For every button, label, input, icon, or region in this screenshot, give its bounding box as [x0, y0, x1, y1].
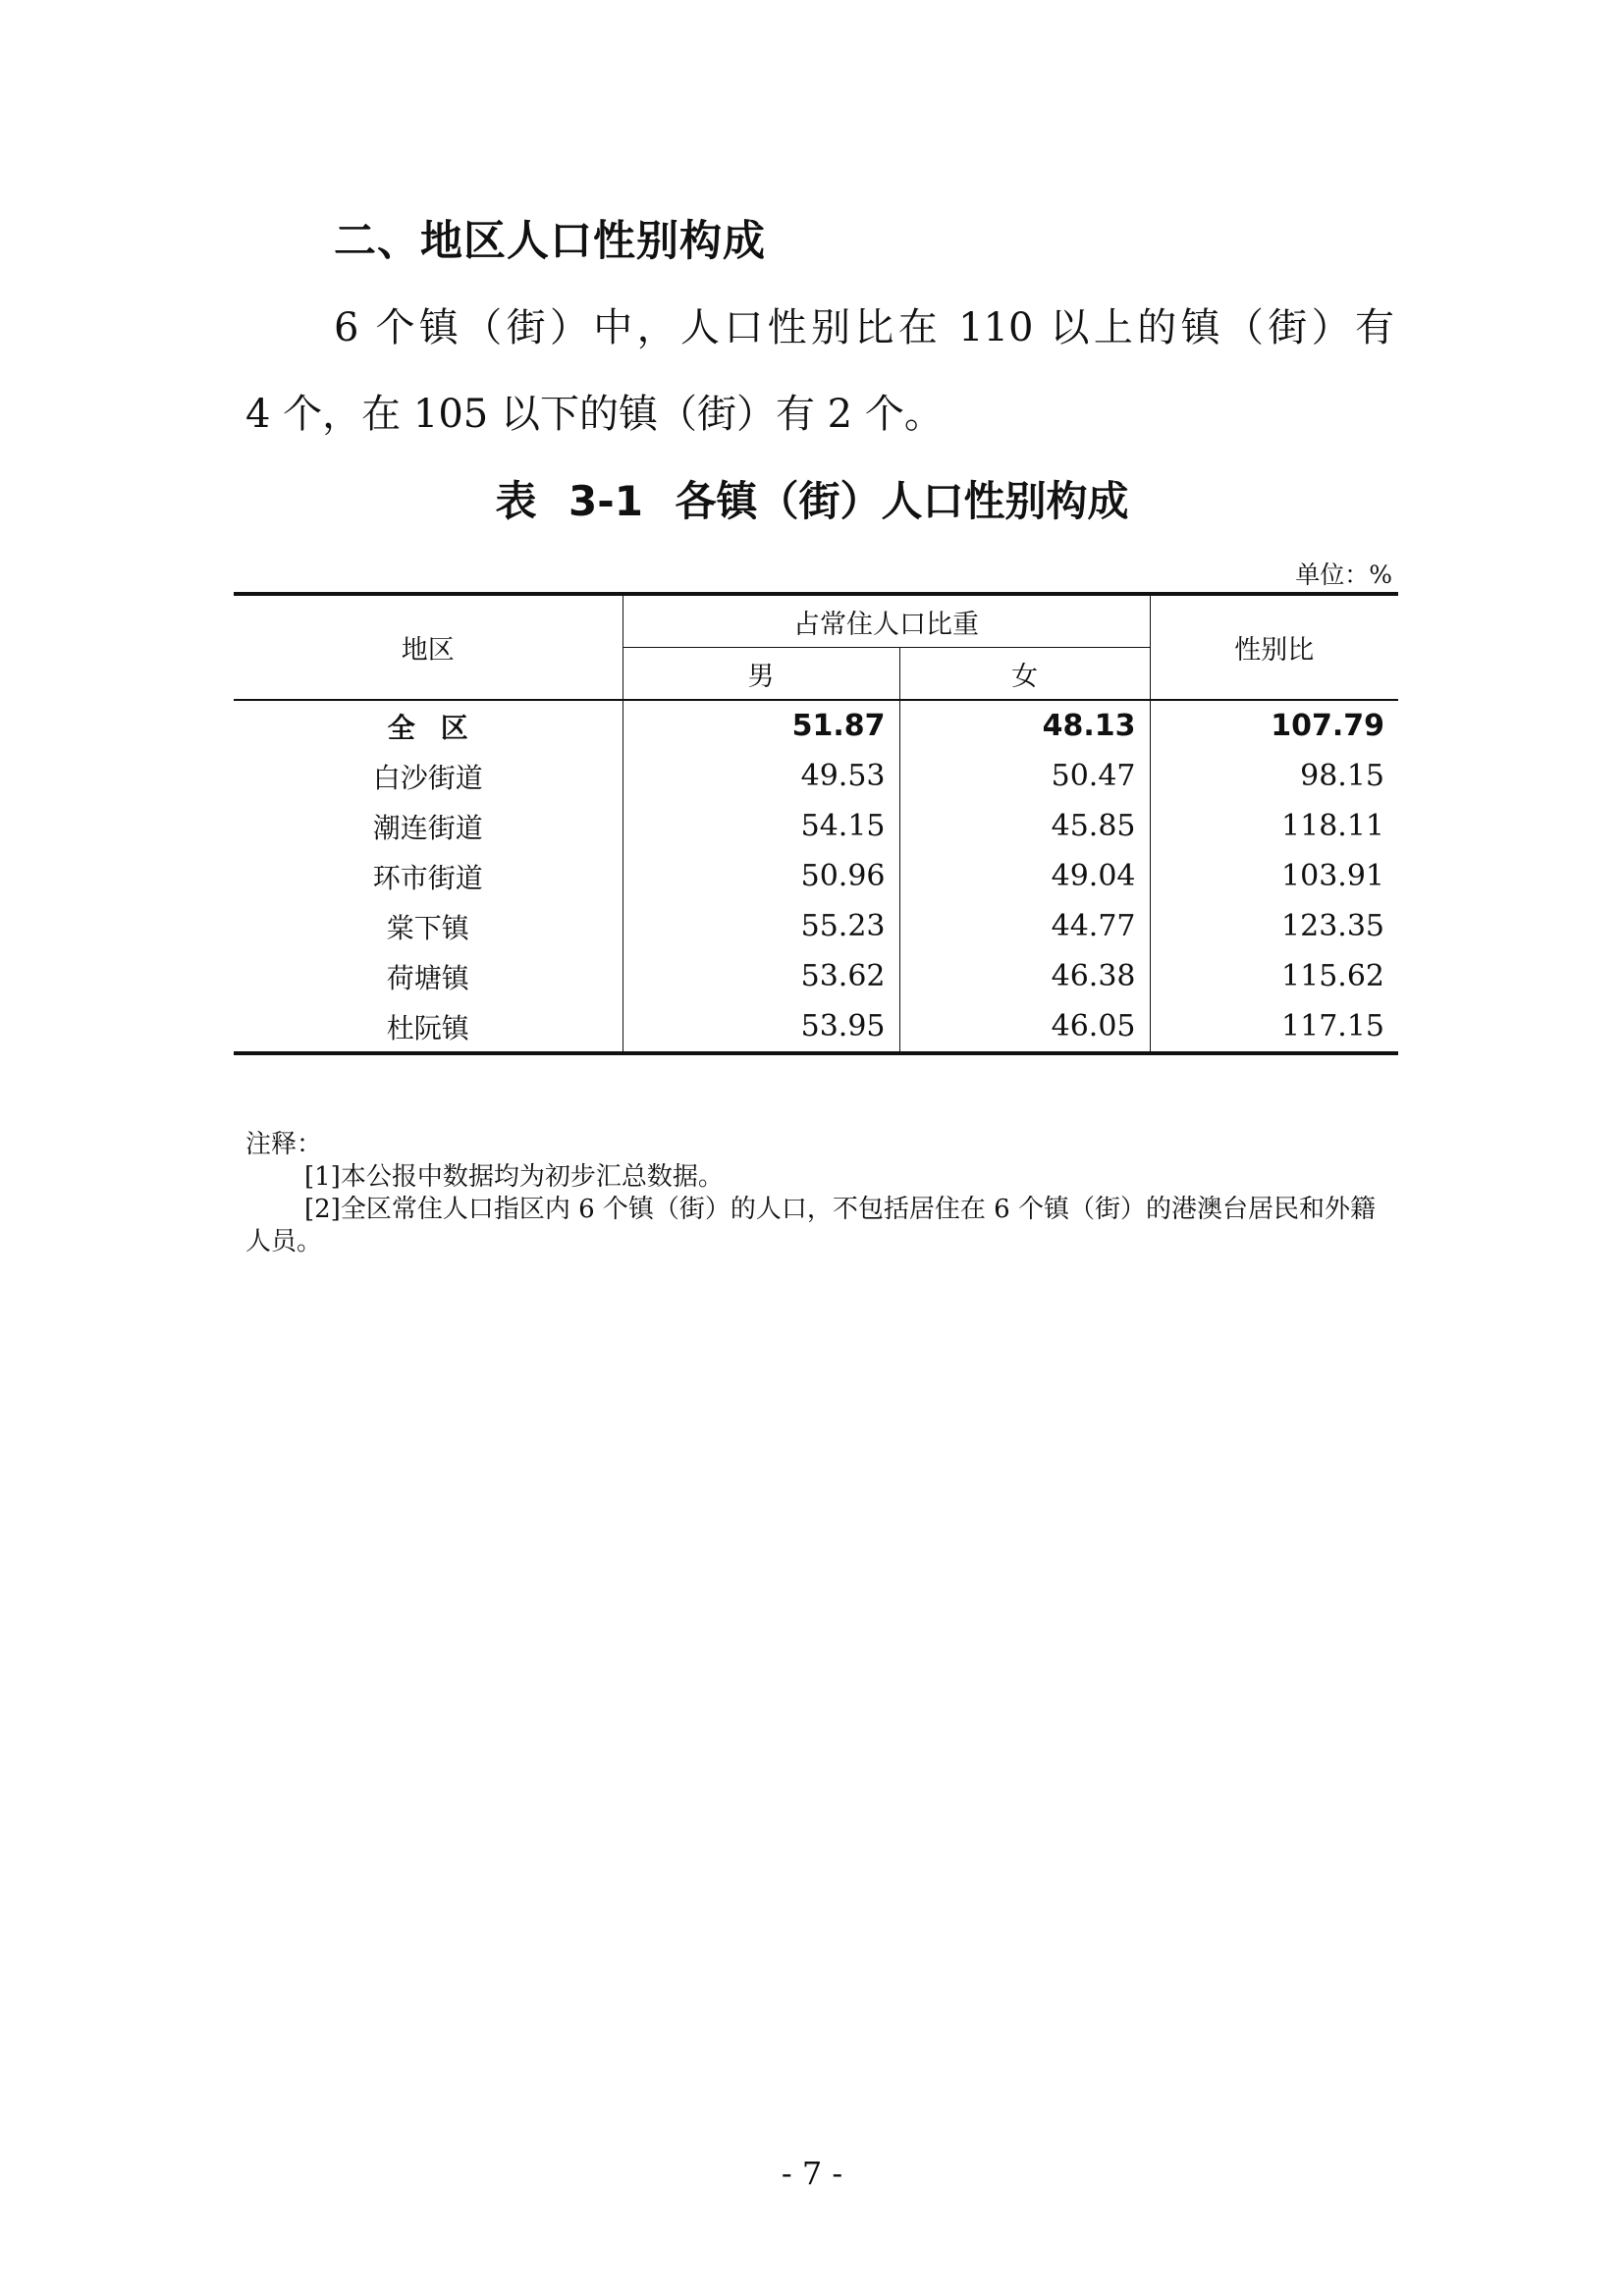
male-share-cell: 50.96 — [623, 851, 899, 901]
page-number: - 7 - — [781, 2155, 843, 2192]
female-share-cell: 50.47 — [899, 751, 1150, 801]
header-male: 男 — [623, 648, 899, 701]
female-share-cell: 45.85 — [899, 801, 1150, 851]
male-share-cell: 53.95 — [623, 1001, 899, 1053]
table-caption: 表 3-1 各镇（街）人口性别构成 — [495, 477, 1129, 525]
sex-ratio-cell: 118.11 — [1150, 801, 1398, 851]
male-share-cell: 49.53 — [623, 751, 899, 801]
sex-ratio-cell: 107.79 — [1150, 700, 1398, 751]
region-cell: 环市街道 — [372, 861, 483, 894]
male-share-cell: 54.15 — [623, 801, 899, 851]
table-row — [234, 801, 1398, 851]
table-row — [234, 851, 1398, 901]
note-item: [2]全区常住人口指区内 6 个镇（街）的人口，不包括居住在 6 个镇（街）的港澳台居民和外籍人员。 — [245, 1195, 1376, 1256]
female-share-cell: 46.38 — [899, 951, 1150, 1001]
table-row-total — [234, 700, 1398, 751]
table-row — [234, 901, 1398, 951]
body-paragraph-line-2: 4 个，在 105 以下的镇（街）有 2 个。 — [245, 392, 944, 437]
region-cell: 杜阮镇 — [234, 1001, 623, 1053]
male-share-cell: 53.62 — [623, 951, 899, 1001]
section-heading: 二、地区人口性别构成 — [334, 217, 766, 266]
sex-ratio-cell: 98.15 — [1150, 751, 1398, 801]
table-row — [234, 751, 1398, 801]
table-row — [234, 1001, 1398, 1053]
table-unit: 单位：% — [1295, 561, 1392, 589]
sex-ratio-cell: 115.62 — [1150, 951, 1398, 1001]
body-paragraph-line-1: 6 个镇（街）中，人口性别比在 110 以上的镇（街）有 — [334, 305, 1394, 350]
female-share-cell: 46.05 — [899, 1001, 1150, 1053]
header-female: 女 — [899, 648, 1150, 701]
female-share-cell: 44.77 — [899, 901, 1150, 951]
notes-section — [245, 1129, 1394, 1258]
header-region: 地区 — [234, 594, 623, 700]
notes-title: 注释： — [245, 1130, 323, 1159]
sex-ratio-cell: 123.35 — [1150, 901, 1398, 951]
region-cell: 全区 — [387, 711, 494, 744]
female-share-cell: 48.13 — [899, 700, 1150, 751]
header-population-share: 占常住人口比重 — [623, 594, 1150, 648]
sex-ratio-cell: 117.15 — [1150, 1001, 1398, 1053]
male-share-cell: 51.87 — [623, 700, 899, 751]
region-cell: 荷塘镇 — [386, 961, 469, 994]
region-cell: 白沙街道 — [372, 761, 483, 794]
female-share-cell: 49.04 — [899, 851, 1150, 901]
note-item: [1]本公报中数据均为初步汇总数据。 — [304, 1162, 724, 1192]
male-share-cell: 55.23 — [623, 901, 899, 951]
region-cell: 棠下镇 — [386, 911, 469, 944]
table-row — [234, 951, 1398, 1001]
sex-composition-table — [234, 592, 1398, 1055]
sex-ratio-cell: 103.91 — [1150, 851, 1398, 901]
header-sex-ratio: 性别比 — [1150, 594, 1398, 700]
region-cell: 潮连街道 — [372, 811, 483, 844]
